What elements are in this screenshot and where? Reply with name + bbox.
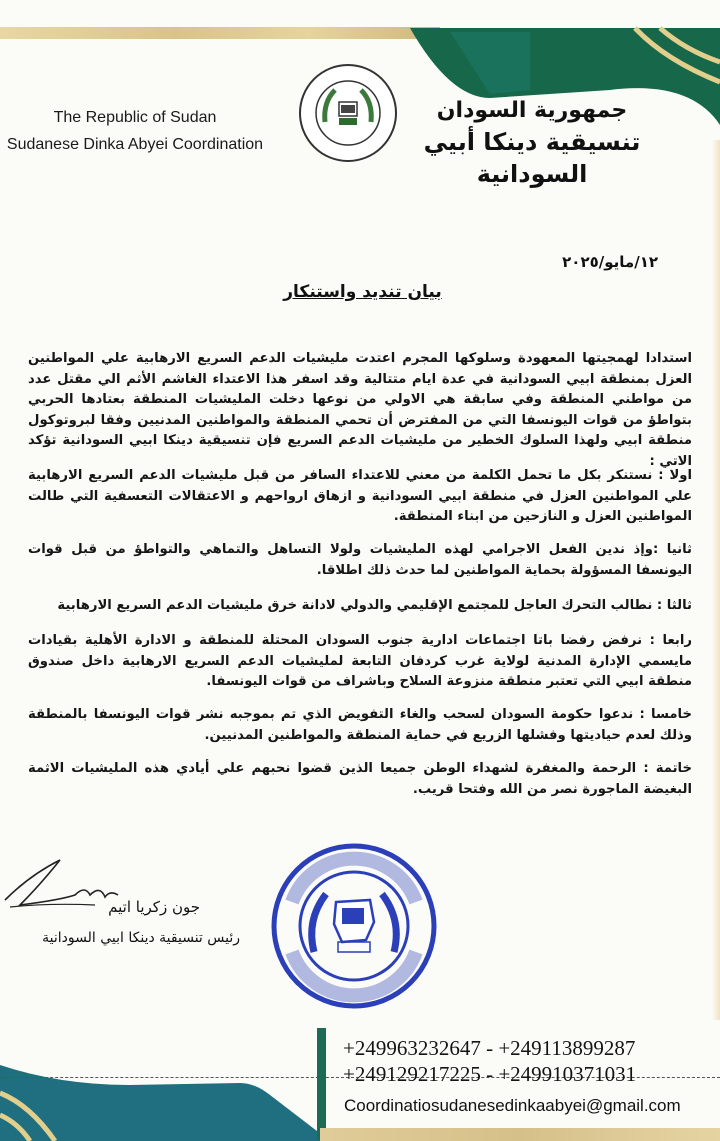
paragraph-third: ثالثا : نطالب التحرك العاجل للمجتمع الإقليمي والدولي لادانة خرق مليشيات الدعم السريع الارهابية	[57, 598, 692, 613]
official-stamp	[270, 842, 438, 1010]
footer-teal-wave	[0, 1055, 330, 1141]
header-gold-band	[0, 27, 440, 39]
letterhead-english	[0, 104, 270, 158]
republic-name-english: The Republic of Sudan	[53, 109, 217, 126]
paragraph-conclusion: خاتمة : الرحمة والمغفرة لشهداء الوطن جميعا الذين قضوا نحبهم علي أيادي هذه المليشيات الاثمة البغيضة الماجورة نصر من الله وفتحا قريب.	[28, 761, 692, 797]
document-title: بيان تنديد واستنكار	[283, 282, 442, 302]
paragraph-intro: استدادا لهمجيتها المعهودة وسلوكها المجرم اعتدت مليشيات الدعم السريع الارهابية علي المواطنين العزل بمنطقة ابيي السودانية في عدة ايام متتالية وقد اسفر هذا الاعتداء الغاشم الأثم الي مقتل عدد من مواطني المنطقة وفي سابقة هي الاولي من نوعها دخلت المليشيات المنطقة بعتادها الحربي بتواطؤ من قوات اليونسفا التي من المفترض أن تحمي المنطقة والمواطنين المدنيين وفقا لبروتوكول منطقة ابيي ولهذا السلوك الخطير من مليشيات الدعم السريع فإن تنسيقية دينكا ابيي السودانية تؤكد الاتي :	[28, 351, 692, 469]
paragraph-second: ثانيا :وإذ ندين الفعل الاجرامي لهذه المليشيات ولولا التساهل والتماهي والتواطؤ من قبل قوات اليونسفا المسؤولة بحماية المواطنين لما حدث ذلك اطلاقا.	[28, 542, 692, 578]
page-edge	[712, 140, 720, 1020]
signatory-name: جون زكريا اتيم	[108, 898, 200, 916]
letterhead-arabic	[392, 96, 672, 190]
paragraph-fifth: خامسا : ندعوا حكومة السودان لسحب والغاء التفويض الذي تم بموجبه نشر قوات اليونسفا بالمنطقة وذلك لعدم حياديتها وفشلها الزريع في حماية المنطقة والمواطنين المدنيين.	[28, 707, 692, 743]
paragraph-first: اولا : نستنكر بكل ما تحمل الكلمة من معني للاعتداء السافر من قبل مليشيات الدعم السريع الارهابية علي المواطنين العزل في منطقة ابيي السودانية و ازهاق ارواحهم و الاعتقالات التعسفية التي طالت المواطنين العزل و النازحين من ابناء المنطقة.	[28, 468, 692, 524]
organization-name-arabic: تنسيقية دينكا أبيي السودانية	[423, 128, 641, 188]
phone-line-1[interactable]: +249963232647 - +249113899287	[343, 1036, 636, 1060]
organization-name-english: Sudanese Dinka Abyei Coordination	[6, 136, 264, 153]
contact-email[interactable]: Coordinatiosudanesedinkaabyei@gmail.com	[344, 1096, 681, 1115]
republic-name-arabic: جمهورية السودان	[436, 98, 628, 123]
footer-vertical-bar	[317, 1028, 326, 1140]
paragraph-fourth: رابعا : نرفض رفضا باتا اجتماعات ادارية جنوب السودان المحتلة للمنطقة و الادارة الأهلية بقيادات مايسمي الإدارة المدنية لولاية غرب كردفان التابعة لمليشيات الدعم السريع الارهابية داخل صندوق منطقة ابيي التي تعتبر منطقة منزوعة السلاح وباشراف من قوات اليونسفا.	[28, 633, 692, 689]
document-date: ١٢/مايو/٢٠٢٥	[562, 253, 658, 271]
organization-logo	[297, 62, 399, 164]
contact-phones	[343, 1035, 720, 1087]
footer-gold-band	[320, 1128, 720, 1141]
signatory-title: رئيس تنسيقية دينكا ابيي السودانية	[42, 930, 240, 946]
phone-line-2[interactable]: +249129217225 - +249910371031	[343, 1062, 637, 1086]
